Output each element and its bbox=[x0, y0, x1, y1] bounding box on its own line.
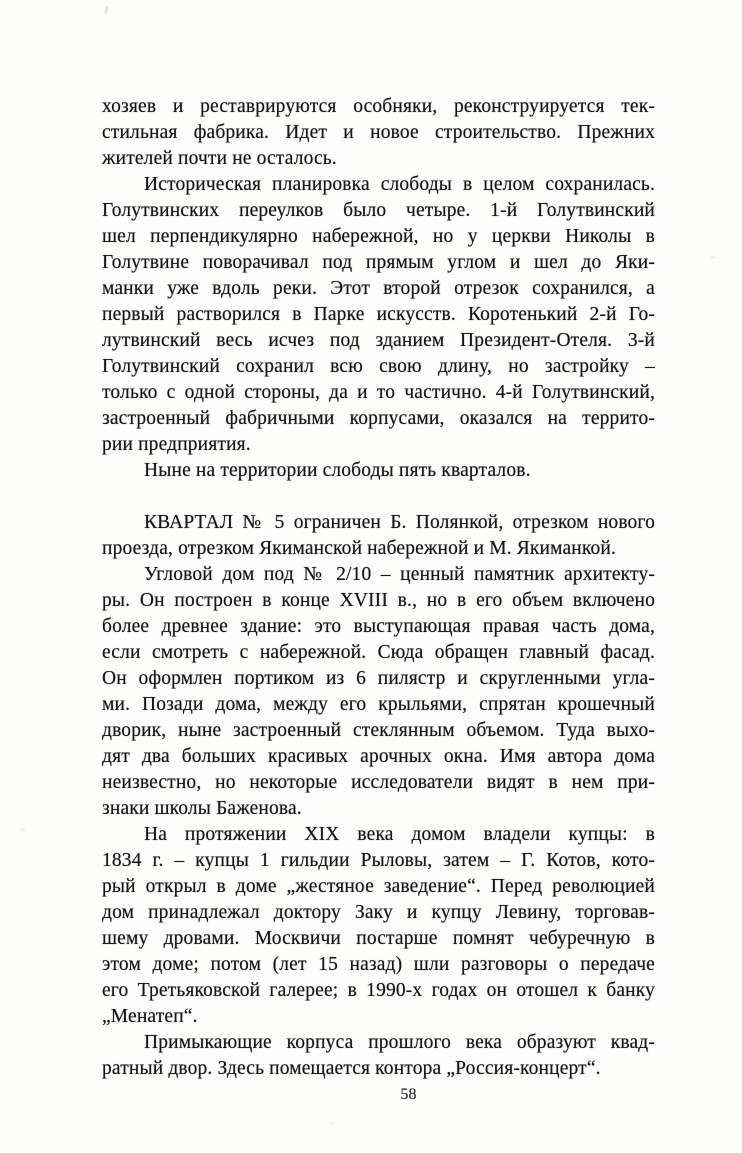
text-line: „Менатеп“. bbox=[102, 1006, 198, 1027]
text-line: дворик, ныне застроенный стеклянным объемом. Туда выхо- bbox=[102, 720, 655, 741]
scan-speck bbox=[710, 256, 716, 259]
scan-speck bbox=[104, 6, 109, 14]
text-line: этом доме; потом (лет 15 назад) шли разговоры о передаче bbox=[102, 954, 655, 975]
paragraph bbox=[102, 1030, 655, 1082]
text-line: манки уже вдоль реки. Этот второй отрезок сохранился, а bbox=[102, 278, 655, 299]
text-line: Историческая планировка слободы в целом сохранилась. bbox=[144, 174, 655, 195]
text-line: Примыкающие корпуса прошлого века образуют квад- bbox=[144, 1032, 655, 1053]
page-number: 58 bbox=[400, 1086, 417, 1103]
text-line: лутвинский весь исчез под зданием Президент-Отеля. 3-й bbox=[102, 330, 655, 351]
paragraph bbox=[102, 510, 655, 562]
text-line: стильная фабрика. Идет и новое строительство. Прежних bbox=[102, 122, 655, 143]
text-line: ми. Позади дома, между его крыльями, спрятан крошечный bbox=[102, 694, 655, 715]
text-line: только с одной стороны, да и то частично. 4-й Голутвинский, bbox=[102, 382, 655, 403]
text-line: Ныне на территории слободы пять кварталов. bbox=[144, 460, 531, 481]
paragraph bbox=[102, 822, 655, 1030]
text-block bbox=[102, 94, 655, 1108]
text-line: первый растворился в Парке искусств. Коротенький 2-й Го- bbox=[102, 304, 655, 325]
text-line: Он оформлен портиком из 6 пилястр и скругленными угла- bbox=[102, 668, 655, 689]
text-line: шему дровами. Москвичи постарше помнят чебуречную в bbox=[102, 928, 655, 949]
paragraph bbox=[102, 94, 655, 172]
text-line: если смотреть с набережной. Сюда обращен главный фасад. bbox=[102, 642, 655, 663]
text-line: неизвестно, но некоторые исследователи видят в нем при- bbox=[102, 772, 655, 793]
text-line: На протяжении XIX века домом владели купцы: в bbox=[144, 824, 655, 845]
text-line: шел перпендикулярно набережной, но у церкви Николы в bbox=[102, 226, 655, 247]
text-line: жителей почти не осталось. bbox=[102, 148, 337, 169]
text-line: более древнее здание: это выступающая правая часть дома, bbox=[102, 616, 655, 637]
text-line: Голутвинский сохранил всю свою длину, но застройку – bbox=[102, 356, 655, 377]
text-line: 1834 г. – купцы 1 гильдии Рыловы, затем – Г. Котов, кото- bbox=[102, 850, 655, 871]
text-line: застроенный фабричными корпусами, оказался на террито- bbox=[102, 408, 655, 429]
paragraph bbox=[102, 562, 655, 822]
scan-speck bbox=[20, 828, 25, 832]
text-line: Угловой дом под № 2/10 – ценный памятник архитекту- bbox=[144, 564, 655, 585]
text-line: рии предприятия. bbox=[102, 434, 251, 455]
text-line: рый открыл в доме „жестяное заведение“. Перед революцией bbox=[102, 876, 655, 897]
text-line: Голутвинских переулков было четыре. 1-й Голутвинский bbox=[102, 200, 655, 221]
scan-speck bbox=[330, 1122, 334, 1125]
text-line: проезда, отрезком Якиманской набережной и М. Якиманкой. bbox=[102, 538, 617, 559]
text-line: его Третьяковской галерее; в 1990-х годах он отошел к банку bbox=[102, 980, 655, 1001]
text-line: хозяев и реставрируются особняки, реконструируется тек- bbox=[102, 96, 655, 117]
text-line: знаки школы Баженова. bbox=[102, 798, 302, 819]
text-line: дят два больших красивых арочных окна. Имя автора дома bbox=[102, 746, 655, 767]
paragraph bbox=[102, 172, 655, 458]
text-line: КВАРТАЛ № 5 ограничен Б. Полянкой, отрезком нового bbox=[144, 512, 655, 533]
text-line: Голутвине поворачивал под прямым углом и шел до Яки- bbox=[102, 252, 655, 273]
text-line: ратный двор. Здесь помещается контора „Россия-концерт“. bbox=[102, 1058, 601, 1079]
text-line: дом принадлежал доктору Заку и купцу Левину, торговав- bbox=[102, 902, 655, 923]
text-line: ры. Он построен в конце XVIII в., но в его объем включено bbox=[102, 590, 655, 611]
paragraph bbox=[102, 458, 655, 484]
